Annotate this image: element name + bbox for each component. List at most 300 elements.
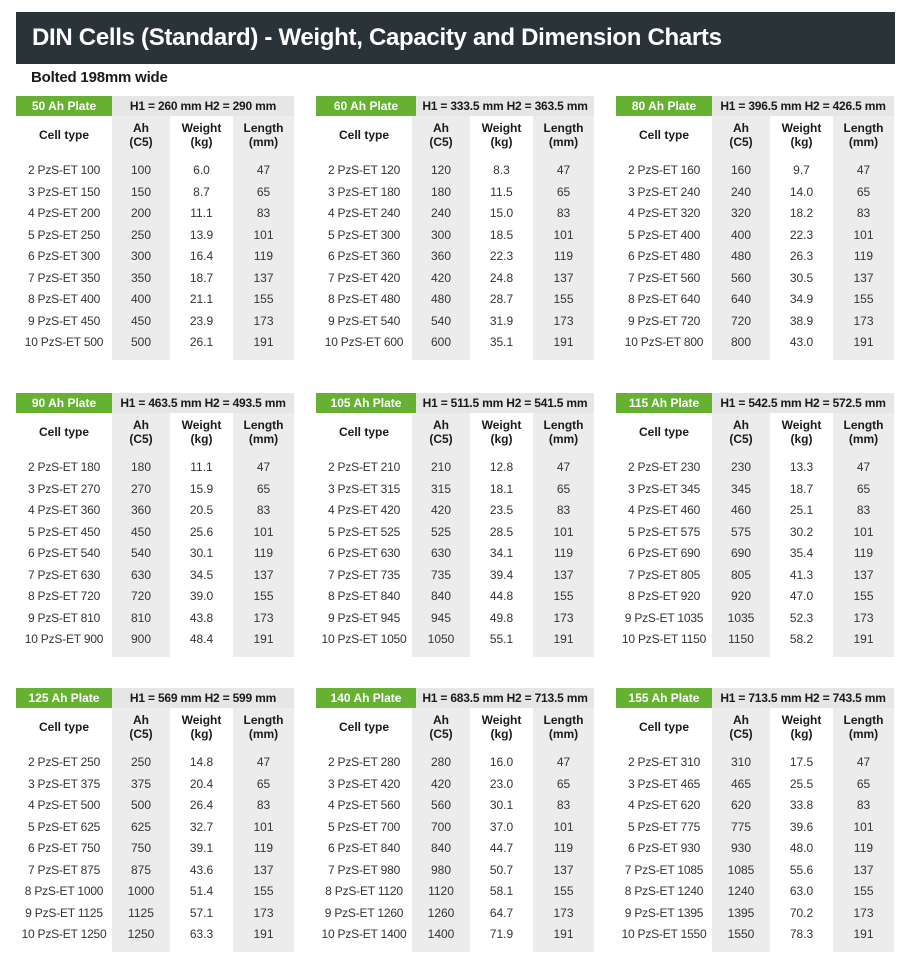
table-body xyxy=(616,154,894,360)
cell-type: 2 PzS-ET 230 xyxy=(627,460,701,474)
cell-type: 3 PzS-ET 345 xyxy=(627,481,701,496)
cell-weight: 41.3 xyxy=(789,567,814,582)
cell-weight: 18.7 xyxy=(789,481,814,496)
table-row xyxy=(316,289,594,311)
cell-type: 3 PzS-ET 240 xyxy=(627,184,701,199)
plate-label: 140 Ah Plate xyxy=(316,688,416,708)
table-row xyxy=(316,774,594,796)
plate-label: 60 Ah Plate xyxy=(316,96,416,116)
table-row xyxy=(616,289,894,311)
cell-weight: 8.7 xyxy=(193,184,210,199)
cell-ah: 420 xyxy=(430,776,452,791)
table-row xyxy=(16,924,294,946)
cell-length: 173 xyxy=(553,313,574,328)
cell-weight: 22.3 xyxy=(789,227,814,242)
cell-weight: 15.0 xyxy=(489,206,514,220)
cell-type: 5 PzS-ET 450 xyxy=(27,524,101,539)
table-row xyxy=(616,924,894,946)
cell-length: 137 xyxy=(853,567,874,582)
cell-ah: 300 xyxy=(130,249,152,263)
cell-type: 9 PzS-ET 1260 xyxy=(324,905,404,920)
cell-length: 101 xyxy=(853,524,874,539)
cell-ah: 210 xyxy=(430,460,452,474)
cell-length: 137 xyxy=(853,862,874,877)
table-row xyxy=(316,203,594,225)
cell-type: 5 PzS-ET 700 xyxy=(327,819,401,834)
cell-length: 191 xyxy=(253,632,274,646)
cell-weight: 12.8 xyxy=(489,460,514,474)
cell-length: 155 xyxy=(853,292,874,306)
page-title: DIN Cells (Standard) - Weight, Capacity and Dimension Charts xyxy=(16,12,895,64)
cell-type: 3 PzS-ET 180 xyxy=(327,184,401,199)
cell-weight: 11.1 xyxy=(190,206,213,220)
cell-ah: 420 xyxy=(430,503,452,517)
cell-type: 3 PzS-ET 375 xyxy=(27,776,101,791)
cell-length: 47 xyxy=(256,460,271,474)
cell-weight: 28.5 xyxy=(489,524,514,539)
cell-ah: 1050 xyxy=(427,632,455,646)
cell-type: 6 PzS-ET 930 xyxy=(627,841,701,855)
cell-type: 5 PzS-ET 575 xyxy=(627,524,701,539)
cell-length: 191 xyxy=(553,335,574,349)
cell-ah: 1400 xyxy=(427,927,455,941)
table-row xyxy=(616,268,894,290)
cell-type: 4 PzS-ET 560 xyxy=(327,798,401,812)
cell-type: 6 PzS-ET 630 xyxy=(327,546,401,560)
cell-weight: 21.1 xyxy=(189,292,214,306)
cell-length: 119 xyxy=(253,546,274,560)
column-headers xyxy=(616,116,894,154)
cell-weight: 39.6 xyxy=(789,819,814,834)
table-row xyxy=(16,881,294,903)
table-row xyxy=(16,522,294,544)
table-row xyxy=(616,543,894,565)
cell-ah: 1035 xyxy=(727,610,755,625)
table-row xyxy=(16,565,294,587)
cell-type: 3 PzS-ET 150 xyxy=(27,184,101,199)
table-row xyxy=(16,311,294,333)
cell-type: 8 PzS-ET 1120 xyxy=(325,884,403,898)
table-row xyxy=(616,160,894,182)
table-body xyxy=(316,746,594,952)
cell-ah: 735 xyxy=(430,567,452,582)
cell-length: 83 xyxy=(856,503,871,517)
cell-weight: 18.7 xyxy=(189,270,214,285)
cell-weight: 23.9 xyxy=(189,313,214,328)
cell-length: 155 xyxy=(853,589,874,603)
page-subtitle: Bolted 198mm wide xyxy=(31,69,168,86)
cell-weight: 38.9 xyxy=(789,313,814,328)
cell-weight: 23.5 xyxy=(489,503,514,517)
cell-type: 2 PzS-ET 160 xyxy=(627,163,701,177)
cell-length: 119 xyxy=(853,841,874,855)
cell-length: 101 xyxy=(853,227,874,242)
cell-type: 7 PzS-ET 735 xyxy=(327,567,401,582)
col-header-cell-type: Cell type xyxy=(338,128,389,142)
cell-length: 191 xyxy=(553,632,574,646)
table-row xyxy=(616,311,894,333)
cell-type: 10 PzS-ET 1400 xyxy=(321,927,407,941)
dimensions-label: H1 = 511.5 mm H2 = 541.5 mm xyxy=(416,393,594,413)
cell-length: 173 xyxy=(553,905,574,920)
col-header-length: Length (mm) xyxy=(833,116,894,154)
cell-ah: 1125 xyxy=(128,905,154,920)
cell-weight: 17.5 xyxy=(789,755,814,769)
cell-type: 2 PzS-ET 120 xyxy=(327,163,401,177)
table-row xyxy=(616,817,894,839)
cell-length: 83 xyxy=(256,503,271,517)
cell-length: 191 xyxy=(853,335,874,349)
table-row xyxy=(616,881,894,903)
cell-type: 10 PzS-ET 1250 xyxy=(21,927,107,941)
plate-label: 125 Ah Plate xyxy=(16,688,112,708)
cell-type: 10 PzS-ET 1050 xyxy=(321,632,407,646)
cell-ah: 875 xyxy=(130,862,152,877)
cell-weight: 20.5 xyxy=(189,503,214,517)
cell-ah: 360 xyxy=(130,503,152,517)
cell-ah: 1240 xyxy=(727,884,755,898)
table-row xyxy=(616,246,894,268)
cell-weight: 35.4 xyxy=(789,546,814,560)
table-row xyxy=(316,160,594,182)
cell-type: 7 PzS-ET 630 xyxy=(27,567,101,582)
cell-type: 4 PzS-ET 360 xyxy=(27,503,101,517)
cell-type: 7 PzS-ET 350 xyxy=(27,270,101,285)
cell-ah: 1395 xyxy=(727,905,755,920)
cell-weight: 25.1 xyxy=(789,503,814,517)
cell-ah: 240 xyxy=(730,184,752,199)
col-header-cell-type: Cell type xyxy=(38,720,89,734)
cell-ah: 630 xyxy=(130,567,152,582)
col-header-length: Length (mm) xyxy=(533,116,594,154)
column-headers xyxy=(616,708,894,746)
cell-type: 8 PzS-ET 1240 xyxy=(624,884,704,898)
cell-ah: 720 xyxy=(730,313,752,328)
cell-length: 155 xyxy=(553,292,574,306)
dimensions-label: H1 = 260 mm H2 = 290 mm xyxy=(112,96,294,116)
cell-length: 119 xyxy=(853,546,874,560)
table-row xyxy=(316,881,594,903)
cell-length: 173 xyxy=(853,313,874,328)
cell-type: 4 PzS-ET 460 xyxy=(627,503,701,517)
cell-type: 4 PzS-ET 500 xyxy=(27,798,101,812)
table-row xyxy=(616,586,894,608)
column-headers xyxy=(316,708,594,746)
cell-ah: 900 xyxy=(130,632,152,646)
cell-length: 101 xyxy=(253,524,274,539)
col-header-length: Length (mm) xyxy=(233,708,294,746)
column-headers xyxy=(616,413,894,451)
table-body xyxy=(616,451,894,657)
cell-length: 65 xyxy=(556,481,571,496)
cell-type: 5 PzS-ET 525 xyxy=(327,524,401,539)
cell-type: 10 PzS-ET 900 xyxy=(24,632,104,646)
cell-type: 2 PzS-ET 180 xyxy=(27,460,101,474)
spec-table xyxy=(616,688,894,952)
cell-weight: 13.3 xyxy=(789,460,814,474)
spec-table xyxy=(316,688,594,952)
col-header-weight: Weight (kg) xyxy=(181,713,222,741)
cell-type: 3 PzS-ET 465 xyxy=(627,776,701,791)
cell-ah: 560 xyxy=(730,270,752,285)
cell-type: 2 PzS-ET 310 xyxy=(627,755,701,769)
cell-ah: 500 xyxy=(130,335,152,349)
cell-weight: 26.3 xyxy=(789,249,814,263)
cell-length: 191 xyxy=(853,632,874,646)
dimensions-label: H1 = 542.5 mm H2 = 572.5 mm xyxy=(712,393,894,413)
cell-weight: 33.8 xyxy=(789,798,814,812)
cell-weight: 25.5 xyxy=(789,776,814,791)
cell-type: 8 PzS-ET 480 xyxy=(327,292,401,306)
cell-length: 47 xyxy=(556,163,571,177)
cell-ah: 945 xyxy=(430,610,452,625)
table-row xyxy=(16,457,294,479)
cell-ah: 1250 xyxy=(127,927,155,941)
cell-ah: 100 xyxy=(130,163,152,177)
cell-type: 7 PzS-ET 1085 xyxy=(624,862,704,877)
cell-weight: 23.0 xyxy=(489,776,514,791)
cell-ah: 930 xyxy=(730,841,752,855)
cell-length: 83 xyxy=(556,503,571,517)
cell-length: 65 xyxy=(856,184,871,199)
table-row xyxy=(16,629,294,651)
table-row xyxy=(616,629,894,651)
cell-type: 4 PzS-ET 420 xyxy=(327,503,401,517)
table-row xyxy=(616,774,894,796)
cell-weight: 48.4 xyxy=(189,632,214,646)
col-header-ah: Ah (C5) xyxy=(712,116,770,154)
cell-ah: 1000 xyxy=(127,884,155,898)
cell-ah: 240 xyxy=(430,206,452,220)
cell-length: 137 xyxy=(253,567,274,582)
cell-weight: 11.5 xyxy=(490,184,513,199)
cell-type: 9 PzS-ET 540 xyxy=(327,313,401,328)
cell-ah: 840 xyxy=(430,589,452,603)
cell-ah: 630 xyxy=(430,546,452,560)
cell-ah: 775 xyxy=(730,819,752,834)
cell-length: 137 xyxy=(853,270,874,285)
table-row xyxy=(316,500,594,522)
table-row xyxy=(316,629,594,651)
dimensions-label: H1 = 396.5 mm H2 = 426.5 mm xyxy=(712,96,894,116)
cell-weight: 44.7 xyxy=(489,841,514,855)
cell-ah: 460 xyxy=(730,503,752,517)
cell-length: 65 xyxy=(256,184,271,199)
cell-length: 119 xyxy=(853,249,874,263)
col-header-cell-type: Cell type xyxy=(638,128,689,142)
table-row xyxy=(16,838,294,860)
table-row xyxy=(616,203,894,225)
table-body xyxy=(16,451,294,657)
cell-length: 83 xyxy=(556,206,571,220)
col-header-ah: Ah (C5) xyxy=(712,413,770,451)
cell-weight: 31.9 xyxy=(489,313,514,328)
table-header xyxy=(316,393,594,413)
cell-weight: 8.3 xyxy=(493,163,510,177)
cell-ah: 345 xyxy=(730,481,752,496)
cell-type: 6 PzS-ET 540 xyxy=(27,546,101,560)
cell-length: 101 xyxy=(553,819,574,834)
cell-ah: 160 xyxy=(730,163,752,177)
spec-table xyxy=(316,393,594,657)
cell-type: 7 PzS-ET 875 xyxy=(27,862,101,877)
cell-ah: 600 xyxy=(430,335,452,349)
cell-weight: 44.8 xyxy=(489,589,514,603)
col-header-weight: Weight (kg) xyxy=(781,713,822,741)
cell-type: 9 PzS-ET 450 xyxy=(27,313,101,328)
table-row xyxy=(16,774,294,796)
table-row xyxy=(16,543,294,565)
table-row xyxy=(616,479,894,501)
cell-ah: 480 xyxy=(730,249,752,263)
cell-type: 5 PzS-ET 250 xyxy=(27,227,101,242)
table-row xyxy=(616,182,894,204)
cell-length: 65 xyxy=(856,481,871,496)
cell-weight: 20.4 xyxy=(189,776,214,791)
table-row xyxy=(316,586,594,608)
spec-table xyxy=(16,393,294,657)
table-row xyxy=(16,479,294,501)
table-row xyxy=(316,817,594,839)
table-row xyxy=(616,500,894,522)
col-header-length: Length (mm) xyxy=(233,116,294,154)
cell-length: 137 xyxy=(553,862,574,877)
dimensions-label: H1 = 463.5 mm H2 = 493.5 mm xyxy=(112,393,294,413)
cell-weight: 43.6 xyxy=(189,862,214,877)
table-row xyxy=(16,332,294,354)
table-row xyxy=(16,752,294,774)
cell-weight: 58.2 xyxy=(789,632,814,646)
cell-length: 173 xyxy=(253,610,274,625)
cell-type: 9 PzS-ET 720 xyxy=(627,313,701,328)
cell-weight: 49.8 xyxy=(489,610,514,625)
cell-length: 119 xyxy=(553,841,574,855)
col-header-ah: Ah (C5) xyxy=(412,708,470,746)
table-body xyxy=(316,154,594,360)
cell-length: 47 xyxy=(556,755,571,769)
cell-ah: 450 xyxy=(130,313,152,328)
cell-type: 3 PzS-ET 270 xyxy=(27,481,101,496)
cell-weight: 15.9 xyxy=(189,481,214,496)
col-header-cell-type: Cell type xyxy=(638,720,689,734)
cell-length: 173 xyxy=(253,905,274,920)
cell-weight: 39.0 xyxy=(189,589,214,603)
cell-ah: 840 xyxy=(430,841,452,855)
cell-weight: 48.0 xyxy=(789,841,814,855)
cell-ah: 805 xyxy=(730,567,752,582)
cell-weight: 26.1 xyxy=(189,335,214,349)
table-row xyxy=(16,203,294,225)
cell-ah: 620 xyxy=(730,798,752,812)
col-header-ah: Ah (C5) xyxy=(112,708,170,746)
table-body xyxy=(16,154,294,360)
cell-type: 8 PzS-ET 840 xyxy=(327,589,401,603)
cell-length: 83 xyxy=(256,206,271,220)
table-row xyxy=(616,795,894,817)
spec-table xyxy=(16,688,294,952)
table-row xyxy=(16,160,294,182)
cell-ah: 480 xyxy=(430,292,452,306)
table-row xyxy=(616,225,894,247)
col-header-weight: Weight (kg) xyxy=(481,121,522,149)
table-row xyxy=(616,838,894,860)
cell-length: 155 xyxy=(853,884,874,898)
col-header-weight: Weight (kg) xyxy=(781,121,822,149)
cell-ah: 810 xyxy=(130,610,152,625)
table-row xyxy=(616,332,894,354)
cell-weight: 6.0 xyxy=(193,163,210,177)
cell-length: 47 xyxy=(556,460,571,474)
cell-ah: 465 xyxy=(730,776,752,791)
table-row xyxy=(16,225,294,247)
cell-ah: 320 xyxy=(730,206,752,220)
table-row xyxy=(316,608,594,630)
cell-length: 173 xyxy=(853,610,874,625)
cell-length: 155 xyxy=(253,589,274,603)
dimensions-label: H1 = 713.5 mm H2 = 743.5 mm xyxy=(712,688,894,708)
table-row xyxy=(616,457,894,479)
cell-ah: 720 xyxy=(130,589,152,603)
plate-label: 115 Ah Plate xyxy=(616,393,712,413)
dimensions-label: H1 = 683.5 mm H2 = 713.5 mm xyxy=(416,688,594,708)
cell-length: 65 xyxy=(256,481,271,496)
cell-ah: 560 xyxy=(430,798,452,812)
col-header-ah: Ah (C5) xyxy=(112,413,170,451)
cell-type: 2 PzS-ET 210 xyxy=(327,460,401,474)
table-row xyxy=(316,522,594,544)
cell-length: 155 xyxy=(553,884,574,898)
cell-ah: 450 xyxy=(130,524,152,539)
plate-label: 50 Ah Plate xyxy=(16,96,112,116)
cell-type: 2 PzS-ET 280 xyxy=(327,755,401,769)
cell-weight: 63.0 xyxy=(789,884,814,898)
cell-weight: 14.8 xyxy=(189,755,214,769)
col-header-cell-type: Cell type xyxy=(38,425,89,439)
cell-ah: 280 xyxy=(430,755,452,769)
cell-type: 9 PzS-ET 1125 xyxy=(25,905,103,920)
cell-weight: 28.7 xyxy=(489,292,514,306)
cell-length: 119 xyxy=(553,546,574,560)
plate-label: 90 Ah Plate xyxy=(16,393,112,413)
col-header-length: Length (mm) xyxy=(533,413,594,451)
col-header-cell-type: Cell type xyxy=(38,128,89,142)
cell-ah: 150 xyxy=(130,184,152,199)
cell-length: 47 xyxy=(256,755,271,769)
cell-length: 101 xyxy=(253,819,274,834)
cell-length: 191 xyxy=(853,927,874,941)
table-header xyxy=(616,688,894,708)
table-row xyxy=(316,838,594,860)
cell-length: 83 xyxy=(556,798,571,812)
table-header xyxy=(16,393,294,413)
table-row xyxy=(316,924,594,946)
cell-ah: 250 xyxy=(130,755,152,769)
table-row xyxy=(616,860,894,882)
col-header-ah: Ah (C5) xyxy=(412,116,470,154)
table-row xyxy=(16,268,294,290)
table-row xyxy=(16,246,294,268)
spec-table xyxy=(616,96,894,360)
table-row xyxy=(616,565,894,587)
cell-weight: 55.1 xyxy=(489,632,514,646)
cell-weight: 52.3 xyxy=(789,610,814,625)
cell-weight: 22.3 xyxy=(489,249,514,263)
table-row xyxy=(616,522,894,544)
cell-length: 65 xyxy=(256,776,271,791)
col-header-weight: Weight (kg) xyxy=(181,121,222,149)
dimensions-label: H1 = 333.5 mm H2 = 363.5 mm xyxy=(416,96,594,116)
cell-weight: 58.1 xyxy=(489,884,514,898)
